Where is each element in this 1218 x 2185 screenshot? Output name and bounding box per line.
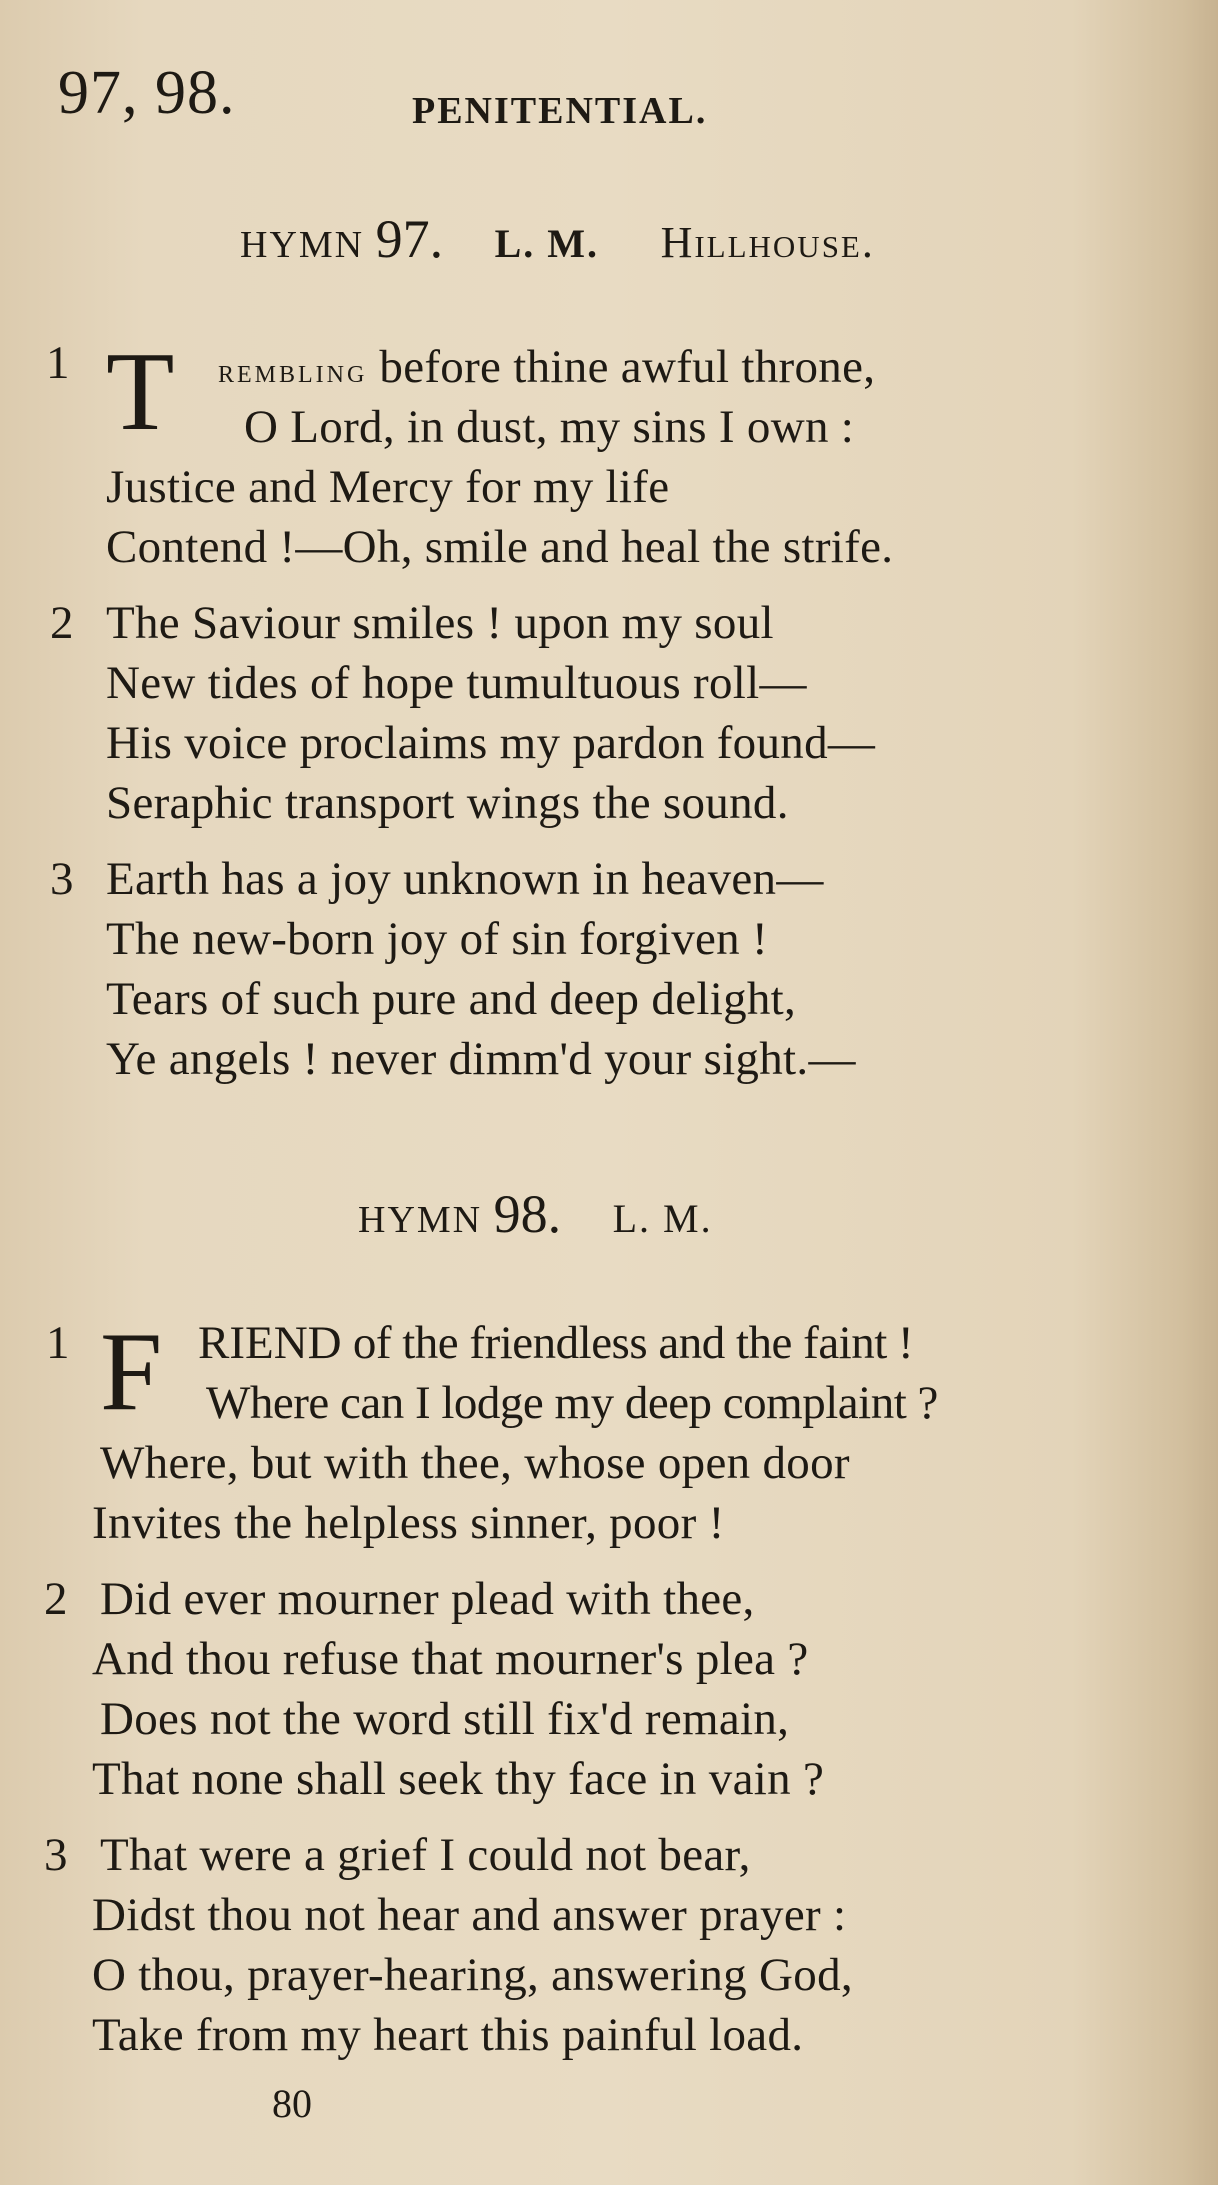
verse-line: That were a grief I could not bear, [100,1829,751,1881]
verse-line: Didst thou not hear and answer prayer : [92,1889,847,1941]
verse-line [218,341,876,393]
verse-number: 3 [50,853,74,905]
verse-line: Contend !—Oh, smile and heal the strife. [106,521,894,573]
verse-number: 2 [50,597,74,649]
verse-line: Where, but with thee, whose open door [100,1437,850,1489]
hymn-97-heading [240,209,875,269]
verse-line-text: of the friendless and the faint ! [341,1317,914,1369]
hymn-meter: L. M. [494,221,600,266]
verse-number: 2 [44,1573,68,1625]
page-number: 80 [272,2081,312,2126]
verse-line: Earth has a joy unknown in heaven— [106,853,824,905]
verse-line: Tears of such pure and deep delight, [106,973,797,1025]
drop-cap: F [100,1310,163,1434]
verse-line: Take from my heart this painful load. [92,2009,804,2061]
hymn-98-heading [358,1184,713,1244]
verse-line: The Saviour smiles ! upon my soul [106,597,774,649]
verse-line-text: before thine awful throne, [367,341,876,393]
verse-lead-word: rembling [218,353,368,390]
verse-line: His voice proclaims my pardon found— [106,717,876,769]
running-head-title: PENITENTIAL. [412,90,708,132]
verse-line: The new-born joy of sin forgiven ! [106,913,768,965]
hymn-label: HYMN [240,224,365,266]
verse-line: New tides of hope tumultuous roll— [106,657,807,709]
hymn-tune: Hillhouse. [660,218,875,267]
hymn-label: HYMN [358,1199,483,1241]
verse-line: And thou refuse that mourner's plea ? [92,1633,809,1685]
hymn-number: 98. [493,1184,562,1244]
verse-number: 3 [44,1829,68,1881]
verse-line: Did ever mourner plead with thee, [100,1573,755,1625]
verse-line: That none shall seek thy face in vain ? [92,1753,825,1805]
verse-lead-word: RIEND [198,1317,342,1369]
verse-line: Justice and Mercy for my life [106,461,670,513]
verse-line: Where can I lodge my deep complaint ? [206,1377,938,1429]
verse-line: Does not the word still fix'd remain, [100,1693,790,1745]
verse-number: 1 [46,337,70,389]
verse-line: Invites the helpless sinner, poor ! [92,1497,725,1549]
verse-line: Seraphic transport wings the sound. [106,777,789,829]
hymn-number: 97. [375,209,444,269]
hymn-meter: L. M. [612,1196,713,1241]
running-head-numbers: 97, 98. [58,59,236,127]
verse-line: O thou, prayer-hearing, answering God, [92,1949,853,2001]
verse-line: O Lord, in dust, my sins I own : [244,401,855,453]
verse-number: 1 [46,1317,70,1369]
verse-line [198,1317,914,1369]
drop-cap: T [106,330,175,454]
verse-line: Ye angels ! never dimm'd your sight.— [106,1033,856,1085]
